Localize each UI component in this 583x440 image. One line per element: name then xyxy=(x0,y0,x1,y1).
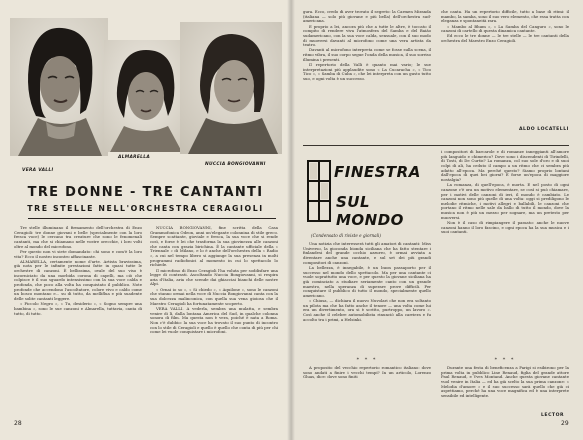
column-title-block xyxy=(306,155,421,233)
column-title-line1: FINESTRA xyxy=(334,163,421,181)
paragraph: i compositori di barcarole e di romanze inneggianti all'amore più languido e chimerico? Dove sono i discendenti di Tirindelli, di Tosti, di De Curtis? La romanza, col suo sole d'oro e di suoi colpi di ali, ha ceduto il campo a un ritmo che ci sembra più adatto all'epoca. Ma perché questo? Siamo proprio lontani dall'epoca di quei bei giorni? È forse un'epoca di maggiore nostalgia? xyxy=(441,150,569,182)
paragraph: « Chiusa, — dichiara il nuovo Nuvolari che non era soltanto un pilota ma che ha fatto anche il tenore — una volta come lui era un divertimento, ora si è scritto, purtroppo, un lavoro ». Così anche il celebre automobilista rinunciò alla carriera e fu accolto tra i primi, a Helsinki. xyxy=(303,298,431,322)
page-number-left: 28 xyxy=(14,420,22,427)
column-signature: LECTOR xyxy=(541,413,565,418)
photo-almarella xyxy=(104,40,186,152)
paragraph: E proprio a lei, ancora più che a tutte le altre, è toccato il compito di rendere viva l'atmosfera del Samba e del Baião sudamericano, con la sua voce calda, sensuale, con il suo modo di muoversi davanti al microfono come una vera artista da teatro. xyxy=(303,23,431,48)
window-column-1-continued xyxy=(303,366,431,416)
window-column-2-continued xyxy=(441,366,569,412)
photo-nuccia-bongiovanni xyxy=(180,22,282,154)
paragraph: ALMARELLA, certamente nome d'arte. Artista bravissima, già nota per le infinite prestazioni fatte in quasi tutte le orchestre di canzoni. È bellissima, ovale del suo viso è incorniciato da una morbida corona di capelli, ma ciò che colpisce è il suo sguardo intensissimo con la sua voce calda e profonda, che poco alla volta ha conquistato il pubblico. Note profonde che accendono l'ascoltatore, colore vivo e caldo come un bosco montano e... su di tutto, da melliflua e più suadente delle solite cantanti leggere. xyxy=(14,258,142,302)
column-subtitle: (Condensato di riviste e giornali) xyxy=(311,233,381,238)
paragraph: Davanti al microfono interpreta come se fosse sulla scena, il ritmo vibra, il suo corpo segue l'onda della musica, il suo sorriso illumina i presenti. xyxy=(303,47,431,62)
paragraph: VERA VALLI. A vederla, sembra una mulatta, e sembra venire di lì, dalla lontana America del Sud, in qualche colonna sonora di film. Ma questa non è vera, poiché è nata a Roma. Non c'è dubbio: la sua voce ha trovato il suo punto di incontro con lo stile di Ceragioli e quello è quello che conta di più per chi come lei vuole conquistare i microfoni. xyxy=(150,305,278,335)
window-icon xyxy=(306,159,332,223)
section-divider xyxy=(303,145,569,146)
window-column-1 xyxy=(303,242,431,352)
paragraph: A proposito del vecchio repertorio romantico italiano: dove sono andati a finire i vecchi tempi? In un articolo, Lorenzo Gluas, dice: dove sono finiti xyxy=(303,366,431,380)
paragraph: « Mambo al Bhum », « La Samba del Canguro », sono le canzoni di cartello di questa dinamica cantante. xyxy=(441,23,569,34)
subheadline: TRE STELLE NELL'ORCHESTRA CERAGIOLI xyxy=(27,204,264,213)
paragraph: Non è il caso di rimpiangere il passato: anche le nuove canzoni hanno il loro fascino, e ogni epoca ha la sua musica e i suoi cantanti. xyxy=(441,220,569,235)
photo-vera-valli xyxy=(10,18,108,156)
caption-nuccia-bongiovanni: NUCCIA BONGIOVANNI xyxy=(205,162,266,167)
column-title-line2: SUL MONDO xyxy=(336,193,404,229)
window-column-2 xyxy=(441,150,569,352)
article-column-2 xyxy=(150,226,278,416)
author-signature: ALDO LOCATELLI xyxy=(519,127,569,132)
caption-almarella: ALMARELLA xyxy=(118,155,151,160)
continued-column-2 xyxy=(441,10,569,110)
page-number-right: 29 xyxy=(561,420,569,427)
paragraph: La bellezza, è innegabile, è un buon passaporto per il successo nel mondo dello spettacolo. Ma per una cantante ci vuole soprattutto una voce, e per questo la giovane siciliana ha già cominciato a studiare seriamente canto con un grande maestro, nella speranza di superare prove difficili. Per conquistare il pubblico di tutto il mondo, specialmente quello americano. xyxy=(303,264,431,298)
paragraph: Ed ecco le tre donne — le tre stelle — le tre cantanti della orchestra del Maestro Enzo Ceragioli. xyxy=(441,33,569,44)
stars-separator: * * * xyxy=(356,357,378,363)
caption-vera-valli: VERA VALLI xyxy=(22,168,54,173)
stars-separator-2: * * * xyxy=(494,357,516,363)
paragraph: gura. Ecco, credo di aver trovato il segreto: la Carmen Miranda (italiana — solo più giovane e più bella) dell'orchestra sud-americana. xyxy=(303,10,431,24)
paragraph: Durante una festa di beneficenza a Parigi si esibirono per la prima volta in pubblico Line Renaud, figlia del grande attore Paul Renaud, e Yves Montand. Anche questa giovane cantante vuol venire in Italia — ed ha già scelto la sua prima canzone: « Melodia d'amore » e il suo successo sarà quello che già ci aspettiamo, perché ha una voce magnifica ed è una interprete sensibile ed intelligente. xyxy=(441,366,569,398)
paragraph: Una notizia che interesserà tutti gli amatori di cantanti: Miss Universo, la gioconda bionda siciliana che ha fatto stentare i finlandesi del grande occhio azzurro, è ormai avviata a diventare anche una cantante, e sul set dei più grandi compositori di canzoni. xyxy=(303,242,431,265)
paragraph: che canta. Ha un repertorio difficile, tutto a base di ritmi: il mambo, la samba, sono il suo vero elemento, che essa tratta con eleganza e spontaneità rara. xyxy=(441,10,569,24)
right-page xyxy=(291,0,583,440)
continued-column-1 xyxy=(303,10,431,140)
paragraph: Tre stelle illuminano il firmamento dell'orchestra di Enzo Ceragioli: tre donne giovani e belle (specialmente con la loro fresca voce) le cercano tra creature che sono le fenomenali cantanti, ma che si chiamano nelle vostre orecchie, i loro volti oltre al mondo del microfono. xyxy=(14,226,142,249)
headline-rule-bottom xyxy=(28,218,276,219)
paragraph: Per questo non vi siete domandato: chi sono e com'è la loro vita? Ecco il nostro incontro affascinante. xyxy=(14,248,142,259)
paragraph: « Piccolo Negro », « Tu, desiderio », « Sogno sempre una bambina », sono le sue canzoni e Almarella, tuttavia, canta di tutto, di tutto. xyxy=(14,301,142,316)
paragraph: « Ornai io so », « Si chiedo », « Aquilone », sono le canzoni che stanno ormai nella voce di Nuccia Bongiovanni canta con la sua dolcezza malinconica, con quella sua vena gioiosa che il Maestro Ceragioli ha fortunatamente scoperto. xyxy=(150,286,278,306)
paragraph: Il repertorio della Valli è quanto mai vario; le sue interpretazioni più applaudite sono « La Cucaracha », « Tico Tico », « Samba di Cuba », che lei interpreta con un gusto tutto suo, e ogni volta è un successo. xyxy=(303,62,431,81)
headline: TRE DONNE - TRE CANTANTI xyxy=(27,185,264,200)
paragraph: NUCCIA BONGIOVANNI, fine scritta della Casa Grammofonica Odeon, anni un'elegante colonnina di stile greco. Sempre scattante, gioviale e fresca, la sua voce che si rende così, e forse è lei che trasforma la sua giovinezza alle canzoni che canta con grazia birichina. È la cantante ufficiale della « Triennale » di Milano, e lo è anche dell'orchestra della « Radio », a cui nel tempo libero si aggiunge la sua presenza in molti programmi radiofonici al momento in cui lo spettacolo lo richiede. xyxy=(150,226,278,268)
article-column-1 xyxy=(14,226,142,416)
paragraph: Il microfono di Enzo Ceragioli l'ha voluta per soddisfare una legge di contrasti. Ascoltando Nuccia Bongiovanni, si respira aria d'Italia, aria che scende dai ghiacciai bianchi delle nostre Alpi. xyxy=(150,267,278,287)
paragraph: La romanza, di quell'epoca, è morta. E nel posto di ogni canzone c'è ora un motivo elementare, se così si può chiamare, per i motivi delle canzoni di ieri, il mondo è cambiato. Le canzoni non sono più quelle di una volta: oggi si prediligono le melodie ritmiche, i motivi allegri e ballabili, le canzoni che portano il ritmo nelle sale da ballo di tutto il mondo, dove la musica non è più un mezzo per sognare, ma un pretesto per muoversi. xyxy=(441,182,569,220)
left-page xyxy=(0,0,291,440)
binding-gutter xyxy=(287,0,295,440)
